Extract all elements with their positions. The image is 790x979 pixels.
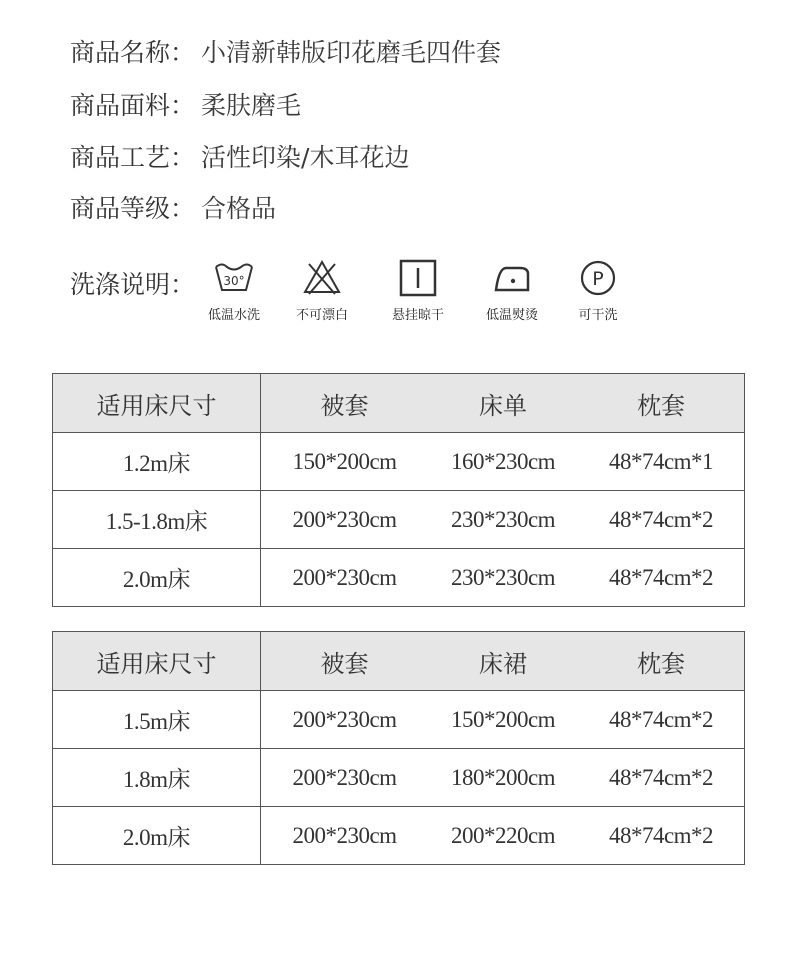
header-duvet: 被套 <box>261 632 429 691</box>
table-cell: 160*230cm <box>428 433 578 491</box>
info-grade <box>70 194 276 224</box>
wash-item <box>376 258 460 324</box>
table-row <box>53 691 745 749</box>
table-cell: 1.2m床 <box>53 433 261 491</box>
dry-clean-p-icon <box>576 258 620 298</box>
table-cell: 150*200cm <box>428 691 578 749</box>
header-bed-skirt: 床裙 <box>428 632 578 691</box>
header-sheet: 床单 <box>428 374 578 433</box>
wash-symbol: P <box>592 268 604 290</box>
table-cell: 48*74cm*2 <box>578 749 745 807</box>
table-cell: 1.5m床 <box>53 691 261 749</box>
header-duvet: 被套 <box>261 374 429 433</box>
wash-temp: 30° <box>223 274 245 288</box>
table-cell: 200*220cm <box>428 807 578 865</box>
info-label: 商品等级： <box>70 194 196 223</box>
wash-caption: 低温水洗 <box>207 308 260 323</box>
table-cell: 2.0m床 <box>53 549 261 607</box>
info-label: 商品工艺： <box>70 143 196 172</box>
table-cell: 48*74cm*2 <box>578 807 745 865</box>
header-bed-size: 适用床尺寸 <box>53 374 261 433</box>
size-table-sheet <box>52 373 745 607</box>
table-cell: 200*230cm <box>261 749 429 807</box>
table-cell: 48*74cm*2 <box>578 691 745 749</box>
info-value: 小清新韩版印花磨毛四件套 <box>201 38 502 67</box>
low-iron-icon <box>490 258 534 298</box>
info-fabric <box>70 91 301 121</box>
table-cell: 2.0m床 <box>53 807 261 865</box>
info-craft <box>70 143 409 173</box>
wash-30-icon <box>212 258 256 298</box>
table-cell: 200*230cm <box>261 491 429 549</box>
wash-caption: 可干洗 <box>578 308 618 323</box>
table-cell: 48*74cm*2 <box>578 491 745 549</box>
wash-item <box>556 258 640 324</box>
info-value: 柔肤磨毛 <box>201 91 302 120</box>
table-cell: 48*74cm*1 <box>578 433 745 491</box>
info-label: 商品名称： <box>70 38 196 67</box>
table-cell: 180*200cm <box>428 749 578 807</box>
info-label: 商品面料： <box>70 91 196 120</box>
table-cell: 200*230cm <box>261 691 429 749</box>
header-bed-size: 适用床尺寸 <box>53 632 261 691</box>
info-value: 活性印染/木耳花边 <box>201 143 410 172</box>
table-cell: 200*230cm <box>261 549 429 607</box>
wash-caption: 低温熨烫 <box>485 308 538 323</box>
no-bleach-icon <box>300 258 344 298</box>
header-pillowcase: 枕套 <box>578 374 745 433</box>
table-row <box>53 549 745 607</box>
wash-item <box>192 258 276 324</box>
table-cell: 230*230cm <box>428 549 578 607</box>
table-header-row <box>53 632 745 691</box>
header-pillowcase: 枕套 <box>578 632 745 691</box>
table-cell: 230*230cm <box>428 491 578 549</box>
info-name <box>70 38 501 68</box>
table-cell: 1.5-1.8m床 <box>53 491 261 549</box>
wash-caption: 悬挂晾干 <box>391 308 444 323</box>
table-row <box>53 749 745 807</box>
table-header-row <box>53 374 745 433</box>
table-row <box>53 807 745 865</box>
size-table-skirt <box>52 631 745 865</box>
table-cell: 200*230cm <box>261 807 429 865</box>
table-cell: 48*74cm*2 <box>578 549 745 607</box>
hang-dry-icon <box>396 258 440 298</box>
wash-item <box>470 258 554 324</box>
wash-caption: 不可漂白 <box>295 308 348 323</box>
table-cell: 1.8m床 <box>53 749 261 807</box>
table-cell: 150*200cm <box>261 433 429 491</box>
info-value: 合格品 <box>201 194 277 223</box>
table-row <box>53 491 745 549</box>
table-row <box>53 433 745 491</box>
wash-label: 洗涤说明： <box>70 270 196 299</box>
wash-item <box>280 258 364 324</box>
